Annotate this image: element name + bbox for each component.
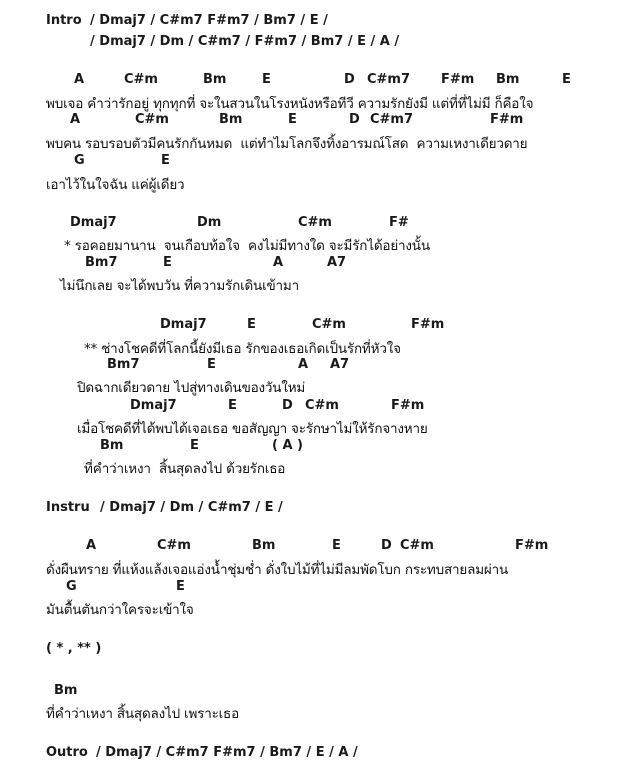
chord-label: E [562, 72, 571, 87]
chord-label: C#m7 [370, 112, 414, 127]
lyric-line: * รอคอยมานาน จนเกือบท้อใจ คงไม่มีทางใด จะมีรักได้อย่างนั้น [64, 238, 430, 254]
chord-label: G [66, 579, 77, 594]
chord-label: D [344, 72, 355, 87]
chord-label: F#m [391, 398, 425, 413]
chord-label: E [228, 398, 237, 413]
chord-label: A [70, 112, 81, 127]
chord-label: Bm [100, 438, 124, 453]
chord-label: Bm [219, 112, 243, 127]
chord-label: E [190, 438, 199, 453]
chord-label: D [349, 112, 360, 127]
lyric-line: ปิดฉากเดียวดาย ไปสู่ทางเดินของวันใหม่ [77, 380, 306, 396]
chord-label: ( A ) [272, 438, 303, 453]
chord-label: Dmaj7 [130, 398, 177, 413]
chord-label: A7 [327, 255, 347, 270]
lyric-line: พบคน รอบรอบตัวมีคนรักกันหมด แต่ทำไมโลกจึงทิ้งอารมณ์โสด ความเหงาเดียวดาย [46, 136, 528, 152]
outro-chords-line: / Dmaj7 / C#m7 F#m7 / Bm7 / E / A / [96, 745, 358, 760]
chord-label: F#m [515, 538, 549, 553]
intro-label: Intro [46, 13, 82, 28]
chord-label: E [163, 255, 172, 270]
chord-label: A [273, 255, 284, 270]
lyric-line: มันตื้นตันกว่าใครจะเข้าใจ [46, 602, 194, 618]
chord-label: E [247, 317, 256, 332]
chord-label: Dm [197, 215, 222, 230]
chord-label: D [282, 398, 293, 413]
chord-label: F#m [441, 72, 475, 87]
chord-label: C#m [124, 72, 158, 87]
chord-label: E [176, 579, 185, 594]
intro-chords-line-2: / Dmaj7 / Dm / C#m7 / F#m7 / Bm7 / E / A / [90, 34, 400, 49]
chord-label: Dmaj7 [70, 215, 117, 230]
instru-chords-line: / Dmaj7 / Dm / C#m7 / E / [100, 500, 283, 515]
chord-label: C#m [305, 398, 339, 413]
chord-label: Bm [203, 72, 227, 87]
lyric-line: เอาไว้ในใจฉัน แค่ผู้เดียว [46, 177, 185, 193]
chord-label: G [74, 153, 85, 168]
lyric-line: ที่คำว่าเหงา สิ้นสุดลงไป ด้วยรักเธอ [84, 461, 286, 477]
chord-label: C#m [298, 215, 332, 230]
chord-label: E [288, 112, 297, 127]
chord-label: C#m [312, 317, 346, 332]
outro-label: Outro [46, 745, 88, 760]
chord-label: Bm7 [107, 357, 140, 372]
lyric-line: เมื่อโชคดีที่ได้พบได้เจอเธอ ขอสัญญา จะรักษาไม่ให้รักจางหาย [77, 421, 428, 437]
chord-label: F# [389, 215, 409, 230]
chord-label: C#m7 [367, 72, 411, 87]
chord-label: A [86, 538, 97, 553]
chord-label: C#m [400, 538, 434, 553]
intro-chords-line-1: / Dmaj7 / C#m7 F#m7 / Bm7 / E / [90, 13, 328, 28]
lyric-line: ที่คำว่าเหงา สิ้นสุดลงไป เพราะเธอ [46, 706, 239, 722]
chord-label: E [161, 153, 170, 168]
chord-label: D [381, 538, 392, 553]
chord-label: Bm [496, 72, 520, 87]
chord-label: E [262, 72, 271, 87]
chord-label: A7 [330, 357, 350, 372]
chord-label: C#m [157, 538, 191, 553]
lyric-line: ดั่งผืนทราย ที่แห้งแล้งเจอแอ่งน้ำชุ่มช่ำ ดั่งใบไม้ที่ไม่มีลมพัดโบก กระทบสายลมผ่าน [46, 562, 509, 578]
chord-label: Bm [54, 683, 78, 698]
chord-label: A [74, 72, 85, 87]
lyric-line: พบเจอ คำว่ารักอยู่ ทุกทุกที่ จะในสวนในโรงหนังหรือทีวี ความรักยังมี แต่ที่ที่ไม่มี ก็คือใจ [46, 96, 534, 112]
instru-label: Instru [46, 500, 90, 515]
chord-label: E [207, 357, 216, 372]
chord-label: F#m [490, 112, 524, 127]
lyric-line: ไม่นึกเลย จะได้พบวัน ที่ความรักเดินเข้ามา [60, 278, 299, 294]
chord-label: Bm7 [85, 255, 118, 270]
lyric-line: ** ช่างโชคดีที่โลกนี้ยังมีเธอ รักของเธอเกิดเป็นรักที่หัวใจ [84, 341, 401, 357]
chord-label: E [332, 538, 341, 553]
chord-label: C#m [135, 112, 169, 127]
chord-label: Bm [252, 538, 276, 553]
repeat-marker: ( * , ** ) [46, 641, 102, 656]
chord-label: Dmaj7 [160, 317, 207, 332]
chord-label: F#m [411, 317, 445, 332]
chord-label: A [298, 357, 309, 372]
